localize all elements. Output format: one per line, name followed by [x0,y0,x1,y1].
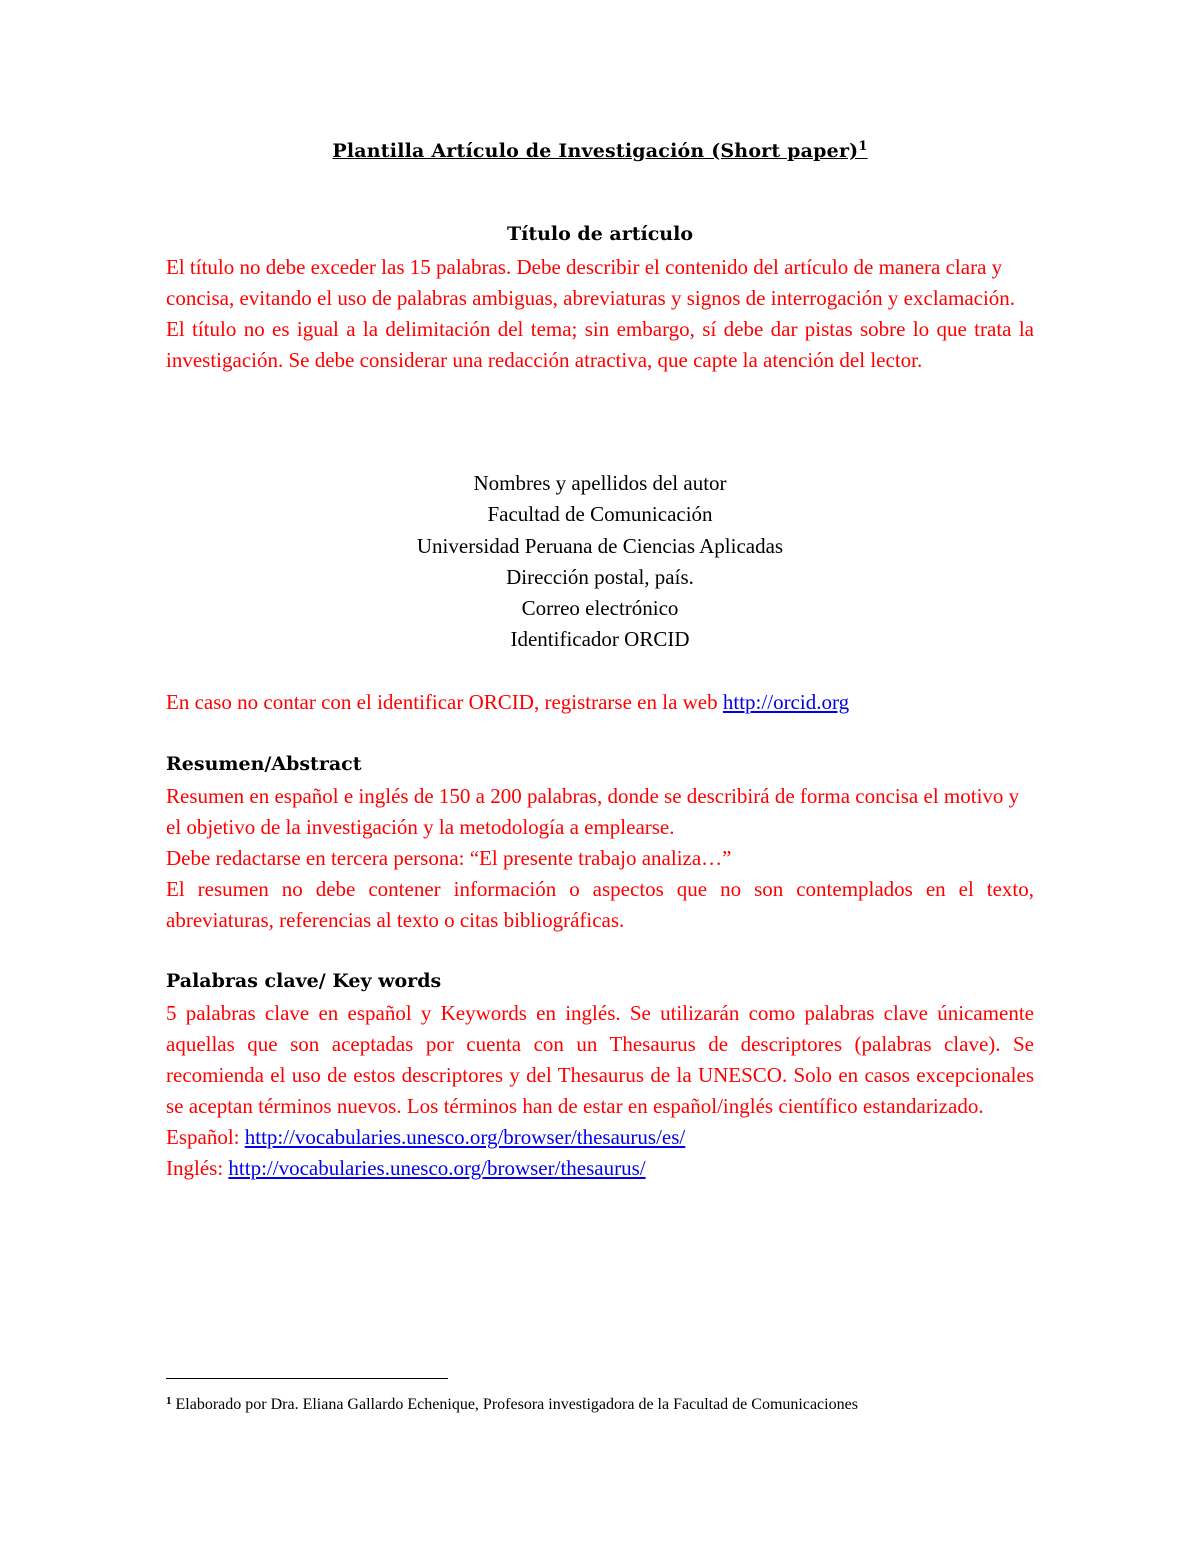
english-label: Inglés: [166,1156,229,1180]
article-title-paragraph-2: El título no es igual a la delimitación del tema; sin embargo, sí debe dar pistas sobre lo que trata la investigación. Se debe considerar una redacción atractiva, que capte la atención del lector. [166,317,1034,372]
orcid-line: Identificador ORCID [510,627,690,652]
abstract-line-1: Resumen en español e inglés de 150 a 200 palabras, donde se describirá de forma concisa el motivo y el objetivo de la investigación y la metodología a emplearse. [166,784,1020,839]
english-thesaurus-line [166,1153,1034,1184]
abstract-line-2: Debe redactarse en tercera persona: “El presente trabajo analiza…” [166,846,732,870]
footnote-text: Elaborado por Dra. Eliana Gallardo Echenique, Profesora investigadora de la Facultad de Comunicaciones [171,1396,858,1413]
footnote-separator [166,1378,448,1379]
article-title-instructions [166,252,1034,376]
document-title [166,140,1034,162]
keywords-instructions [166,998,1034,1184]
document-title-text: Plantilla Artículo de Investigación (Short paper) [332,140,859,162]
postal-address-line: Dirección postal, país. [506,564,694,589]
abstract-line-3: El resumen no debe contener información o aspectos que no son contemplados en el texto, abreviaturas, referencias al texto o citas bibliográficas. [166,877,1034,932]
title-footnote-mark: 1 [858,139,868,154]
article-title-heading: Título de artículo [506,223,694,245]
abstract-heading: Resumen/Abstract [166,753,362,775]
author-name-line: Nombres y apellidos del autor [473,471,727,495]
english-thesaurus-link[interactable]: http://vocabularies.unesco.org/browser/thesaurus/ [228,1156,646,1180]
orcid-link[interactable]: http://orcid.org [722,690,850,714]
keywords-paragraph: 5 palabras clave en español y Keywords en inglés. Se utilizarán como palabras clave únicamente aquellas que son aceptadas por cuenta con un Thesaurus de descriptores (palabras clave). Se recomienda el uso de estos descriptores y del Thesaurus de la UNESCO. Solo en casos excepcionales se aceptan términos nuevos. Los términos han de estar en español/inglés científico estandarizado. [166,1001,1034,1118]
author-info [166,468,1034,656]
spanish-thesaurus-link[interactable]: http://vocabularies.unesco.org/browser/thesaurus/es/ [244,1125,686,1149]
keywords-heading: Palabras clave/ Key words [166,970,442,992]
faculty-line: Facultad de Comunicación [487,502,713,527]
spanish-thesaurus-line [166,1122,1034,1153]
orcid-note [166,687,1034,718]
abstract-instructions [166,781,1034,936]
university-line: Universidad Peruana de Ciencias Aplicadas [416,533,784,558]
spanish-label: Español: [166,1125,245,1149]
footnote [166,1395,1066,1415]
footnote-mark: 1 [166,1395,172,1407]
orcid-note-text: En caso no contar con el identificar ORCID, registrarse en la web [166,690,723,714]
email-line: Correo electrónico [521,596,679,621]
article-title-paragraph-1: El título no debe exceder las 15 palabras. Debe describir el contenido del artículo de manera clara y concisa, evitando el uso de palabras ambiguas, abreviaturas y signos de interrogación y exclamación. [166,255,1016,310]
